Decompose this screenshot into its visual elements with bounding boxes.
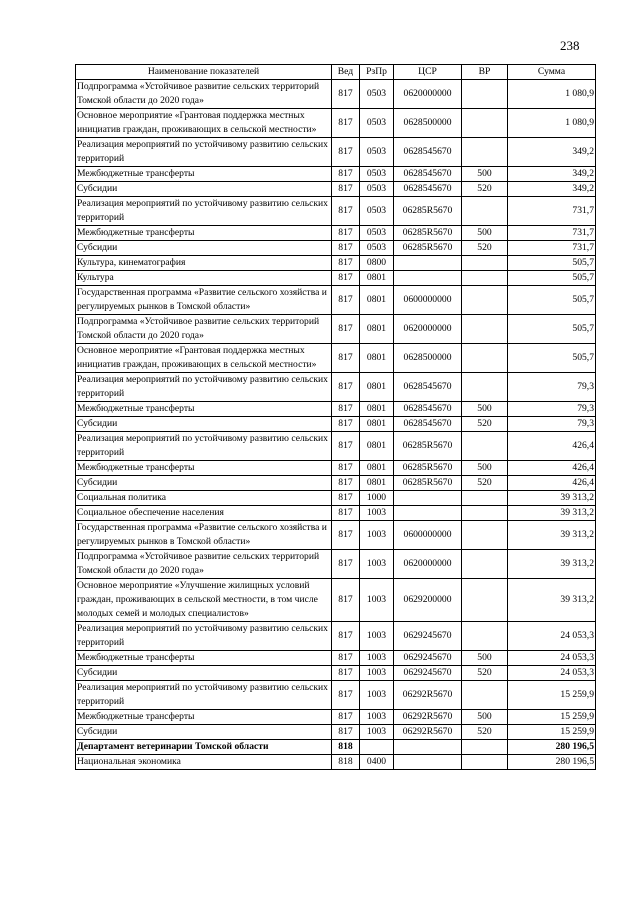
cell-name: Подпрограмма «Устойчивое развитие сельских территорий Томской области до 2020 года» [76,80,332,109]
cell-ved: 817 [332,622,360,651]
cell-vr [462,755,508,770]
cell-csr: 0628500000 [394,109,462,138]
cell-rzpr: 0801 [360,417,394,432]
cell-vr: 500 [462,226,508,241]
table-row [76,373,596,402]
table-row [76,740,596,755]
cell-sum: 505,7 [508,271,596,286]
cell-name: Межбюджетные трансферты [76,402,332,417]
cell-ved: 817 [332,241,360,256]
cell-name: Социальная политика [76,491,332,506]
cell-vr [462,506,508,521]
header-name: Наименование показателей [76,65,332,80]
cell-name: Основное мероприятие «Улучшение жилищных условий граждан, проживающих в сельской местности, в том числе молодых семей и молодых специалистов» [76,579,332,622]
cell-csr: 06285R5670 [394,197,462,226]
cell-ved: 817 [332,373,360,402]
cell-sum: 349,2 [508,182,596,197]
cell-vr [462,138,508,167]
table-row [76,579,596,622]
table-row [76,666,596,681]
cell-ved: 817 [332,506,360,521]
cell-name: Национальная экономика [76,755,332,770]
cell-ved: 817 [332,417,360,432]
cell-csr: 06285R5670 [394,432,462,461]
cell-sum: 505,7 [508,286,596,315]
cell-sum: 39 313,2 [508,506,596,521]
cell-csr: 0620000000 [394,80,462,109]
cell-csr: 0600000000 [394,286,462,315]
cell-name: Субсидии [76,182,332,197]
cell-vr [462,491,508,506]
cell-sum: 39 313,2 [508,579,596,622]
cell-sum: 79,3 [508,373,596,402]
cell-vr: 500 [462,402,508,417]
cell-sum: 731,7 [508,226,596,241]
cell-name: Субсидии [76,417,332,432]
cell-vr [462,550,508,579]
cell-vr [462,622,508,651]
table-row [76,167,596,182]
cell-ved: 817 [332,491,360,506]
cell-name: Межбюджетные трансферты [76,167,332,182]
cell-ved: 817 [332,550,360,579]
table-row [76,432,596,461]
table-row [76,241,596,256]
table-row [76,521,596,550]
cell-name: Реализация мероприятий по устойчивому развитию сельских территорий [76,197,332,226]
cell-csr: 0628545670 [394,138,462,167]
cell-csr: 0620000000 [394,550,462,579]
table-row [76,651,596,666]
cell-ved: 817 [332,138,360,167]
cell-ved: 817 [332,271,360,286]
cell-csr: 06292R5670 [394,710,462,725]
header-csr: ЦСР [394,65,462,80]
cell-csr: 06285R5670 [394,241,462,256]
cell-sum: 39 313,2 [508,521,596,550]
cell-sum: 24 053,3 [508,651,596,666]
cell-ved: 817 [332,226,360,241]
cell-name: Реализация мероприятий по устойчивому развитию сельских территорий [76,681,332,710]
cell-sum: 426,4 [508,461,596,476]
table-row [76,681,596,710]
cell-vr [462,80,508,109]
cell-csr: 0628545670 [394,417,462,432]
table-row [76,461,596,476]
cell-rzpr: 0801 [360,315,394,344]
table-row [76,755,596,770]
cell-vr: 520 [462,182,508,197]
cell-rzpr: 0800 [360,256,394,271]
cell-name: Реализация мероприятий по устойчивому развитию сельских территорий [76,138,332,167]
cell-rzpr: 0801 [360,373,394,402]
cell-name: Подпрограмма «Устойчивое развитие сельских территорий Томской области до 2020 года» [76,315,332,344]
cell-sum: 39 313,2 [508,550,596,579]
cell-vr [462,521,508,550]
cell-sum: 1 080,9 [508,109,596,138]
cell-csr: 0629245670 [394,651,462,666]
table-row [76,80,596,109]
cell-ved: 817 [332,80,360,109]
cell-csr: 0628545670 [394,182,462,197]
table-row [76,344,596,373]
table-row [76,506,596,521]
cell-ved: 817 [332,109,360,138]
table-row [76,491,596,506]
cell-ved: 817 [332,315,360,344]
cell-rzpr: 0801 [360,286,394,315]
cell-rzpr: 0400 [360,755,394,770]
cell-vr [462,197,508,226]
header-rzpr: РзПр [360,65,394,80]
cell-sum: 426,4 [508,432,596,461]
table-row [76,725,596,740]
cell-vr [462,681,508,710]
cell-csr: 0629200000 [394,579,462,622]
cell-csr: 0628545670 [394,373,462,402]
cell-ved: 817 [332,725,360,740]
cell-ved: 817 [332,710,360,725]
cell-csr: 0628500000 [394,344,462,373]
cell-ved: 817 [332,461,360,476]
cell-sum: 349,2 [508,138,596,167]
cell-vr: 520 [462,241,508,256]
cell-rzpr [360,740,394,755]
cell-csr: 0620000000 [394,315,462,344]
cell-ved: 817 [332,432,360,461]
cell-csr [394,271,462,286]
table-body [76,80,596,770]
cell-rzpr: 0503 [360,80,394,109]
cell-ved: 817 [332,182,360,197]
cell-rzpr: 1003 [360,666,394,681]
header-vr: ВР [462,65,508,80]
cell-sum: 505,7 [508,344,596,373]
cell-rzpr: 0801 [360,402,394,417]
budget-table [75,64,596,770]
cell-sum: 731,7 [508,197,596,226]
cell-name: Государственная программа «Развитие сельского хозяйства и регулируемых рынков в Томской области» [76,521,332,550]
cell-rzpr: 1003 [360,579,394,622]
cell-vr [462,256,508,271]
cell-ved: 817 [332,167,360,182]
cell-ved: 817 [332,197,360,226]
cell-ved: 817 [332,681,360,710]
cell-vr: 500 [462,651,508,666]
cell-name: Субсидии [76,241,332,256]
cell-name: Культура [76,271,332,286]
cell-sum: 426,4 [508,476,596,491]
cell-csr [394,256,462,271]
cell-csr: 0629245670 [394,666,462,681]
cell-vr [462,315,508,344]
cell-vr: 520 [462,417,508,432]
cell-vr [462,373,508,402]
cell-ved: 817 [332,651,360,666]
cell-rzpr: 0503 [360,182,394,197]
table-row [76,182,596,197]
cell-csr [394,506,462,521]
cell-rzpr: 1003 [360,725,394,740]
table-row [76,256,596,271]
cell-rzpr: 1003 [360,506,394,521]
cell-sum: 24 053,3 [508,666,596,681]
cell-vr [462,344,508,373]
cell-sum: 280 196,5 [508,755,596,770]
cell-csr [394,740,462,755]
table-header-row [76,65,596,80]
cell-name: Подпрограмма «Устойчивое развитие сельских территорий Томской области до 2020 года» [76,550,332,579]
cell-vr [462,740,508,755]
cell-csr: 06285R5670 [394,226,462,241]
cell-sum: 79,3 [508,417,596,432]
table-row [76,622,596,651]
cell-rzpr: 1003 [360,710,394,725]
cell-sum: 505,7 [508,315,596,344]
cell-csr: 06292R5670 [394,681,462,710]
cell-ved: 817 [332,579,360,622]
cell-rzpr: 0503 [360,197,394,226]
cell-ved: 817 [332,402,360,417]
cell-ved: 817 [332,286,360,315]
cell-rzpr: 0503 [360,138,394,167]
cell-ved: 817 [332,256,360,271]
cell-vr: 520 [462,476,508,491]
cell-vr [462,579,508,622]
cell-name: Департамент ветеринарии Томской области [76,740,332,755]
table-row [76,402,596,417]
cell-vr [462,432,508,461]
cell-sum: 39 313,2 [508,491,596,506]
cell-sum: 349,2 [508,167,596,182]
table-row [76,476,596,491]
cell-csr [394,491,462,506]
cell-sum: 505,7 [508,256,596,271]
cell-name: Основное мероприятие «Грантовая поддержка местных инициатив граждан, проживающих в сельской местности» [76,344,332,373]
cell-csr: 0600000000 [394,521,462,550]
table-row [76,315,596,344]
cell-ved: 818 [332,755,360,770]
cell-ved: 817 [332,521,360,550]
cell-vr: 500 [462,461,508,476]
cell-rzpr: 1003 [360,550,394,579]
cell-ved: 818 [332,740,360,755]
cell-name: Межбюджетные трансферты [76,226,332,241]
cell-vr [462,271,508,286]
table-row [76,417,596,432]
cell-name: Реализация мероприятий по устойчивому развитию сельских территорий [76,622,332,651]
table-row [76,271,596,286]
cell-rzpr: 0801 [360,476,394,491]
cell-vr: 520 [462,666,508,681]
cell-csr: 06285R5670 [394,476,462,491]
cell-vr [462,286,508,315]
cell-rzpr: 1000 [360,491,394,506]
cell-sum: 731,7 [508,241,596,256]
cell-csr: 0628545670 [394,167,462,182]
table-row [76,138,596,167]
cell-name: Субсидии [76,666,332,681]
cell-ved: 817 [332,476,360,491]
cell-csr: 0629245670 [394,622,462,651]
table-row [76,710,596,725]
cell-sum: 79,3 [508,402,596,417]
cell-name: Субсидии [76,476,332,491]
cell-csr: 06285R5670 [394,461,462,476]
cell-rzpr: 0503 [360,167,394,182]
table-row [76,197,596,226]
cell-csr [394,755,462,770]
cell-name: Реализация мероприятий по устойчивому развитию сельских территорий [76,373,332,402]
cell-rzpr: 0801 [360,271,394,286]
cell-rzpr: 0503 [360,109,394,138]
table-row [76,226,596,241]
cell-rzpr: 0801 [360,461,394,476]
cell-ved: 817 [332,666,360,681]
cell-rzpr: 1003 [360,651,394,666]
cell-sum: 1 080,9 [508,80,596,109]
table-row [76,550,596,579]
page-number: 238 [560,38,580,53]
cell-rzpr: 1003 [360,681,394,710]
cell-name: Межбюджетные трансферты [76,710,332,725]
cell-sum: 15 259,9 [508,681,596,710]
cell-csr: 06292R5670 [394,725,462,740]
cell-name: Субсидии [76,725,332,740]
cell-rzpr: 1003 [360,521,394,550]
cell-name: Межбюджетные трансферты [76,651,332,666]
header-sum: Сумма [508,65,596,80]
cell-vr [462,109,508,138]
cell-sum: 15 259,9 [508,710,596,725]
cell-vr: 500 [462,710,508,725]
cell-name: Реализация мероприятий по устойчивому развитию сельских территорий [76,432,332,461]
cell-rzpr: 0503 [360,226,394,241]
cell-rzpr: 1003 [360,622,394,651]
cell-ved: 817 [332,344,360,373]
table-row [76,286,596,315]
cell-sum: 280 196,5 [508,740,596,755]
cell-name: Межбюджетные трансферты [76,461,332,476]
cell-name: Государственная программа «Развитие сельского хозяйства и регулируемых рынков в Томской области» [76,286,332,315]
cell-csr: 0628545670 [394,402,462,417]
cell-rzpr: 0801 [360,432,394,461]
cell-name: Культура, кинематография [76,256,332,271]
cell-rzpr: 0801 [360,344,394,373]
header-ved: Вед [332,65,360,80]
table-row [76,109,596,138]
cell-name: Основное мероприятие «Грантовая поддержка местных инициатив граждан, проживающих в сельской местности» [76,109,332,138]
cell-vr: 500 [462,167,508,182]
cell-sum: 24 053,3 [508,622,596,651]
cell-rzpr: 0503 [360,241,394,256]
cell-vr: 520 [462,725,508,740]
cell-sum: 15 259,9 [508,725,596,740]
cell-name: Социальное обеспечение населения [76,506,332,521]
